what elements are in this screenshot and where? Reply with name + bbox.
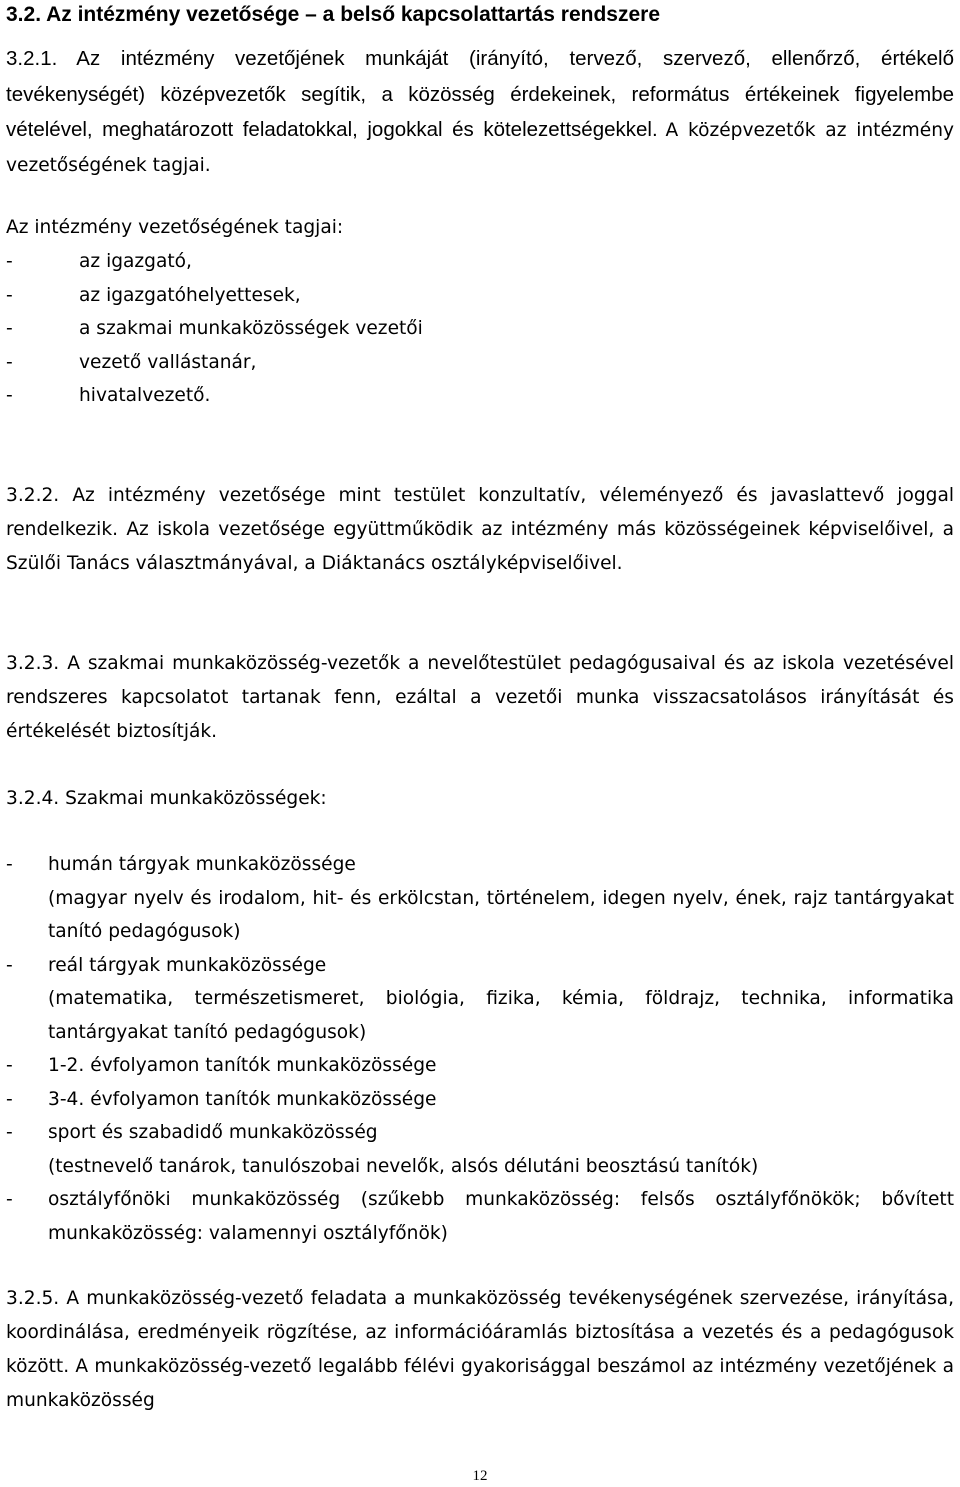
list-item [6,346,954,380]
group-name: humán tárgyak munkaközössége [48,854,356,875]
list-item-text: hivatalvezető. [79,385,211,406]
group-name: osztályfőnöki munkaközösség (szűkebb munkaközösség: felsős osztályfőnökök; bővített munkaközösség: valamennyi osztályfőnök) [48,1189,954,1244]
list-dash: - [6,385,13,406]
list-dash: - [6,1055,13,1076]
list-item [6,279,954,313]
list-item [6,1049,954,1083]
list-item [6,312,954,346]
members-title: Az intézmény vezetőségének tagjai: [6,217,344,238]
group-detail: (matematika, természetismeret, biológia, fizika, kémia, földrajz, technika, informatika tantárgyakat tanító pedagógusok) [48,988,954,1043]
list-dash: - [6,1122,13,1143]
page-number: 12 [472,1468,488,1484]
paragraph-number: 3.2.1. [6,47,58,70]
group-name: 3-4. évfolyamon tanítók munkaközössége [48,1088,437,1110]
paragraph-text-tail: A középvezetők az intézmény vezetőségének tagjai. [6,120,954,176]
list-item [6,1116,954,1183]
list-item [6,1183,954,1250]
paragraph-3-2-1 [6,42,954,183]
paragraph-number: 3.2.3. [6,653,60,674]
paragraph-3-2-2 [6,479,954,581]
group-detail: (magyar nyelv és irodalom, hit- és erkölcstan, történelem, idegen nyelv, ének, rajz tantárgyakat tanító pedagógusok) [48,887,954,942]
paragraph-number: 3.2.2. [6,485,60,506]
list-item-text: az igazgatóhelyettesek, [79,284,301,306]
list-dash: - [6,318,13,339]
paragraph-text: Az intézmény vezetősége mint testület konzultatív, véleményező és javaslattevő joggal rendelkezik. Az iskola vezetősége együttműködik az intézmény más közösségeinek képviselőivel, a Szülői Tanács választmányával, a Diáktanács osztályképviselőivel. [6,485,954,574]
list-dash: - [6,954,13,976]
paragraph-text: Az intézmény vezetőjének munkáját (irányító, tervező, szervező, ellenőrző, értékelő tevékenységét) középvezetők segítik, a közösség érdekeinek, református értékeinek figyelembe vételével, meghatározott feladatokkal, jogokkal és kötelezettségekkel. [6,47,954,141]
paragraph-number: 3.2.4. [6,788,60,809]
list-dash: - [6,284,13,306]
group-detail: (testnevelő tanárok, tanulószobai nevelők, alsós délutáni beosztású tanítók) [48,1155,759,1177]
list-item-text: az igazgató, [79,251,192,272]
list-item [6,1083,954,1117]
group-name: reál tárgyak munkaközössége [48,954,327,976]
paragraph-3-2-5 [6,1282,954,1418]
group-name: sport és szabadidő munkaközösség [48,1122,378,1143]
members-list [6,245,954,413]
paragraph-3-2-3 [6,647,954,749]
list-item [6,848,954,949]
group-name: 1-2. évfolyamon tanítók munkaközössége [48,1055,437,1076]
list-item-text: a szakmai munkaközösségek vezetői [79,318,423,339]
list-item-text: vezető vallástanár, [79,351,257,373]
list-dash: - [6,1189,13,1210]
list-dash: - [6,251,13,272]
paragraph-text: A szakmai munkaközösség-vezetők a nevelőtestület pedagógusaival és az iskola vezetésével rendszeres kapcsolatot tartanak fenn, ezáltal a vezetői munka visszacsatolásos irányítását és értékelését biztosítják. [6,653,954,742]
paragraph-number: 3.2.5. [6,1288,60,1309]
paragraph-3-2-4 [6,782,954,816]
list-item [6,245,954,279]
workgroups-list [6,848,954,1250]
list-dash: - [6,351,13,373]
list-item [6,949,954,1050]
paragraph-title: Szakmai munkaközösségek: [65,788,327,809]
list-dash: - [6,854,13,875]
paragraph-text: A munkaközösség-vezető feladata a munkaközösség tevékenységének szervezése, irányítása, koordinálása, eredményeik rögzítése, az információáramlás biztosítása a vezetés és a pedagógusok között. A munkaközösség-vezető legalább félévi gyakorisággal beszámol az intézmény vezetőjének a munkaközösség [6,1288,954,1411]
section-heading: 3.2. Az intézmény vezetősége – a belső kapcsolattartás rendszere [6,3,661,26]
list-item [6,379,954,413]
list-dash: - [6,1088,13,1110]
